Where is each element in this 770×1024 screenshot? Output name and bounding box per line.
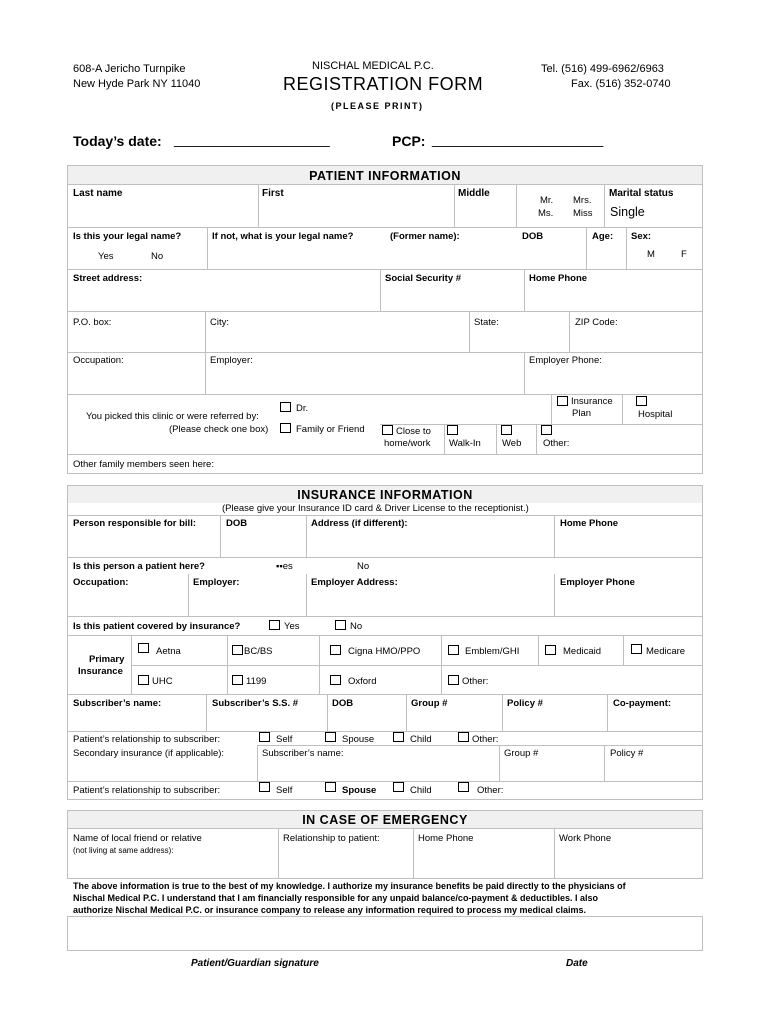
ins-1199-label: 1199 [246,676,267,687]
legal-name-no[interactable]: No [151,251,164,262]
pcp-field[interactable]: ______________________ [432,131,604,147]
former-name-label: (Former name): [390,231,460,242]
ins-oxford-label: Oxford [348,676,377,687]
first-name-label: First [262,188,284,199]
todays-date-label: Today’s date: [73,133,162,149]
ins-other-label: Other: [462,676,489,687]
emergency-header: IN CASE OF EMERGENCY [67,810,703,829]
rel-self-label: Self [276,734,293,745]
relationship-label: Patient’s relationship to subscriber: [73,734,221,745]
referral-family-label: Family or Friend [296,424,365,435]
title-ms[interactable]: Ms. [538,208,554,219]
street-address-label: Street address: [73,273,143,284]
responsible-home-phone-label: Home Phone [560,518,619,529]
ins-uhc-checkbox[interactable] [138,675,149,685]
signature-box[interactable] [67,916,703,951]
marital-status-label: Marital status [609,188,674,199]
rel2-spouse-label: Spouse [342,785,377,796]
sex-male[interactable]: M [647,249,655,260]
referral-dr-label: Dr. [296,403,309,414]
responsible-address-label: Address (if different): [311,518,408,529]
rel2-spouse-checkbox[interactable] [325,782,336,792]
title-mr[interactable]: Mr. [540,195,554,206]
referral-web-checkbox[interactable] [501,425,512,435]
person-responsible-label: Person responsible for bill: [73,518,196,529]
clinic-address-line2: New Hyde Park NY 11040 [73,78,201,90]
ins-other-checkbox[interactable] [448,675,459,685]
title-miss[interactable]: Miss [573,208,593,219]
covered-no-label: No [350,621,363,632]
referral-walkin-label: Walk-In [449,438,481,449]
covered-question: Is this patient covered by insurance? [73,621,241,632]
ins-cigna-checkbox[interactable] [330,645,341,655]
city-label: City: [210,317,229,328]
secondary-policy-label: Policy # [610,748,644,759]
referral-dr-checkbox[interactable] [280,402,291,412]
copayment-label: Co-payment: [613,698,672,709]
covered-yes-checkbox[interactable] [269,620,280,630]
middle-name-label: Middle [458,188,490,199]
patient-here-question: Is this person a patient here? [73,561,205,572]
relationship2-label: Patient’s relationship to subscriber: [73,785,221,796]
subscriber-dob-label: DOB [332,698,354,709]
referral-walkin-checkbox[interactable] [447,425,458,435]
referral-instruction: (Please check one box) [169,424,269,435]
home-phone-label: Home Phone [529,273,588,284]
rel-child-label: Child [410,734,432,745]
subscriber-name-label: Subscriber’s name: [73,698,162,709]
rel-spouse-checkbox[interactable] [325,732,336,742]
age-label: Age: [592,231,614,242]
covered-no-checkbox[interactable] [335,620,346,630]
marital-status-value[interactable]: Single [610,205,645,219]
ins-cigna-label: Cigna HMO/PPO [348,646,421,657]
resp-employer-label: Employer: [193,577,240,588]
consent-line2: Nischal Medical P.C. I understand that I am financially responsible for any unpaid balance/co-payment & deductibles. I also [73,893,598,903]
sex-label: Sex: [631,231,652,242]
rel-child-checkbox[interactable] [393,732,404,742]
employer-phone-label: Employer Phone: [529,355,602,366]
referral-family-checkbox[interactable] [280,423,291,433]
referral-question: You picked this clinic or were referred by: [86,411,259,422]
ins-emblem-checkbox[interactable] [448,645,459,655]
signature-label: Patient/Guardian signature [191,958,319,969]
primary-insurance-label2: Insurance [78,666,123,677]
rel2-self-checkbox[interactable] [259,782,270,792]
covered-yes-label: Yes [284,621,300,632]
resp-employer-address-label: Employer Address: [311,577,398,588]
primary-insurance-label1: Primary [89,654,125,665]
legal-name-question: Is this your legal name? [73,231,182,242]
last-name-label: Last name [73,188,123,199]
dob-label: DOB [522,231,544,242]
clinic-address-line1: 608-A Jericho Turnpike [73,63,186,75]
employer-label: Employer: [210,355,253,366]
legal-name-label: If not, what is your legal name? [212,231,354,242]
resp-occupation-label: Occupation: [73,577,129,588]
ins-medicaid-checkbox[interactable] [545,645,556,655]
clinic-name: NISCHAL MEDICAL P.C. [312,60,434,72]
sex-female[interactable]: F [681,249,687,260]
occupation-label: Occupation: [73,355,124,366]
rel-other-checkbox[interactable] [458,732,469,742]
secondary-subscriber-label: Subscriber’s name: [262,748,344,759]
rel2-child-label: Child [410,785,432,796]
state-label: State: [474,317,499,328]
ins-aetna-label: Aetna [156,646,181,657]
emergency-work-phone-label: Work Phone [559,833,612,844]
rel-self-checkbox[interactable] [259,732,270,742]
rel2-other-checkbox[interactable] [458,782,469,792]
referral-other-checkbox[interactable] [541,425,552,435]
emergency-home-phone-label: Home Phone [418,833,474,844]
referral-close-label: Close to [396,426,431,437]
ssn-label: Social Security # [385,273,462,284]
form-title: REGISTRATION FORM [283,74,484,94]
ins-medicare-label: Medicare [646,646,686,657]
referral-web-label: Web [502,438,522,449]
ins-bcbs-label: BC/BS [244,646,273,657]
zip-label: ZIP Code: [575,317,618,328]
patient-here-yes[interactable]: ▪▪es [276,561,293,572]
patient-info-header: PATIENT INFORMATION [67,165,703,185]
subscriber-ssn-label: Subscriber’s S.S. # [212,698,299,709]
ins-aetna-checkbox[interactable] [138,643,149,653]
referral-insurance-label: Insurance [571,396,613,407]
consent-line1: The above information is true to the best of my knowledge. I authorize my insurance benefits be paid directly to the physicians of [73,881,626,891]
date-label: Date [566,958,588,969]
ins-emblem-label: Emblem/GHI [465,646,520,657]
clinic-fax: Fax. (516) 352-0740 [571,78,671,90]
referral-close-checkbox[interactable] [382,425,393,435]
ins-medicare-checkbox[interactable] [631,644,642,654]
ins-bcbs-checkbox[interactable] [232,645,243,655]
todays-date-field[interactable]: ____________________ [174,131,330,147]
pcp-label: PCP: [392,133,426,149]
rel-spouse-label: Spouse [342,734,375,745]
subscriber-policy-label: Policy # [507,698,543,709]
rel2-other-label: Other: [477,785,504,796]
referral-hospital-label: Hospital [638,409,673,420]
referral-insurance-label2: Plan [572,408,592,419]
referral-insurance-checkbox[interactable] [557,396,568,406]
secondary-group-label: Group # [504,748,539,759]
rel2-child-checkbox[interactable] [393,782,404,792]
patient-here-no[interactable]: No [357,561,370,572]
emergency-relationship-label: Relationship to patient: [283,833,380,844]
po-box-label: P.O. box: [73,317,112,328]
consent-line3: authorize Nischal Medical P.C. or insurance company to release any information required to process my medical claims. [73,905,587,915]
emergency-contact-label: Name of local friend or relative [73,833,202,844]
resp-employer-phone-label: Employer Phone [560,577,635,588]
ins-oxford-checkbox[interactable] [330,675,341,685]
emergency-not-living-note: (not living at same address): [73,846,174,855]
rel2-self-label: Self [276,785,293,796]
please-print-note: (PLEASE PRINT) [331,101,424,111]
other-family-label: Other family members seen here: [73,459,214,470]
ins-medicaid-label: Medicaid [563,646,602,657]
title-mrs[interactable]: Mrs. [573,195,592,206]
clinic-telephone: Tel. (516) 499-6962/6963 [541,63,664,75]
ins-uhc-label: UHC [152,676,173,687]
referral-close-label2: home/work [384,438,431,449]
secondary-insurance-label: Secondary insurance (if applicable): [73,748,225,759]
insurance-info-header: INSURANCE INFORMATION [67,485,703,503]
rel-other-label: Other: [472,734,499,745]
ins-1199-checkbox[interactable] [232,675,243,685]
subscriber-group-label: Group # [411,698,448,709]
legal-name-yes[interactable]: Yes [98,251,114,262]
referral-hospital-checkbox[interactable] [636,396,647,406]
referral-other-label: Other: [543,438,570,449]
insurance-subtitle: (Please give your Insurance ID card & Driver License to the receptionist.) [222,503,529,514]
responsible-dob-label: DOB [226,518,248,529]
